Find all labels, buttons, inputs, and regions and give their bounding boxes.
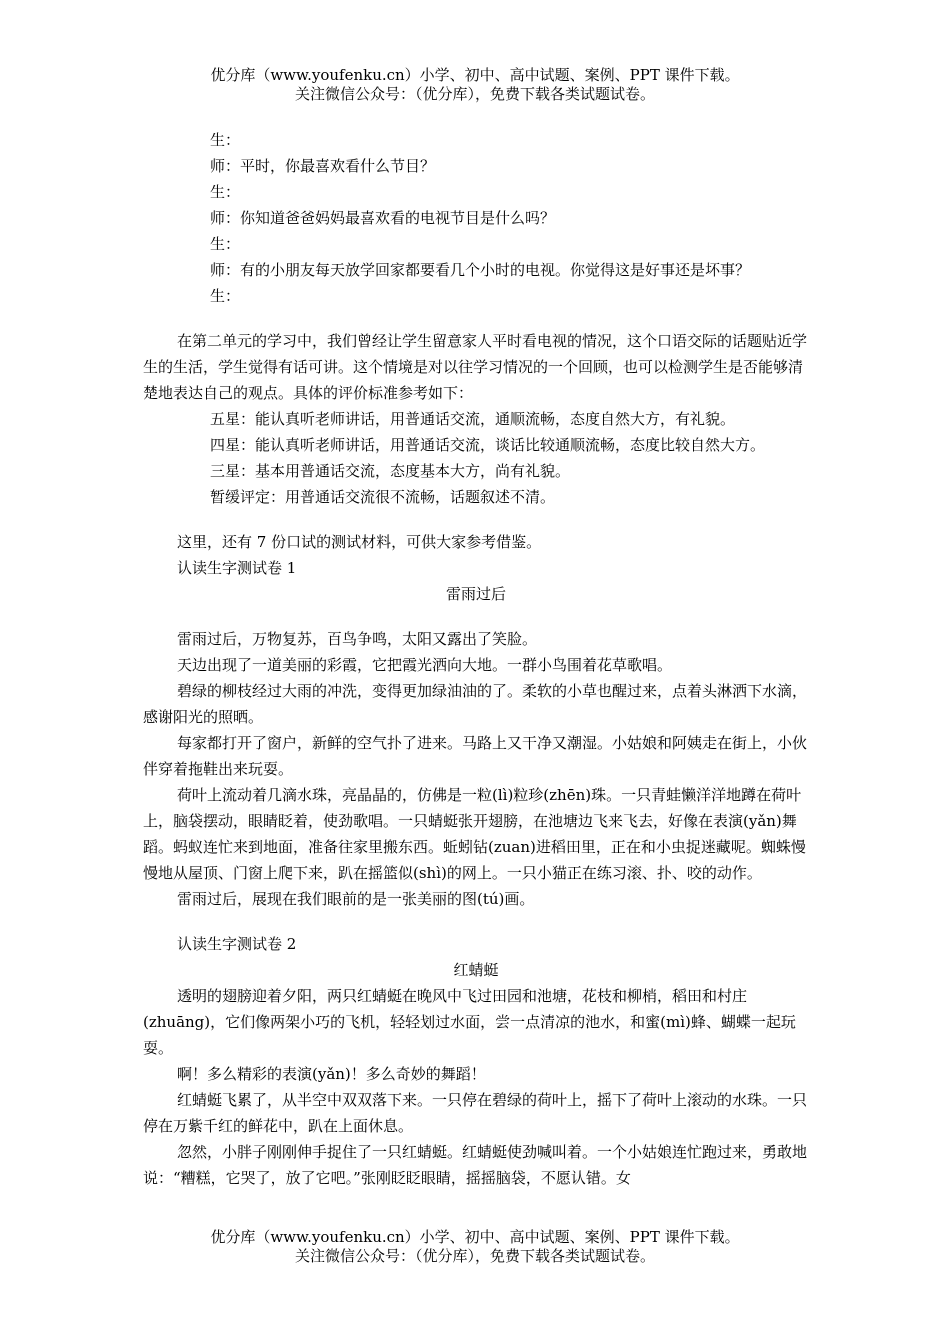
dialogue-line: 师：有的小朋友每天放学回家都要看几个小时的电视。你觉得这是好事还是坏事？ xyxy=(210,261,751,279)
dialogue-line: 师：平时，你最喜欢看什么节目？ xyxy=(210,157,436,175)
footer-line-2: 关注微信公众号：（优分库），免费下载各类试题试卷。 xyxy=(294,1247,655,1265)
test1-label: 认读生字测试卷 1 xyxy=(177,559,297,577)
test1-paragraph: 碧绿的柳枝经过大雨的冲洗，变得更加绿油油的了。柔软的小草也醒过来，点着头淋洒下水滴，感谢阳光的照晒。 xyxy=(143,682,808,726)
test2-paragraph: 透明的翅膀迎着夕阳，两只红蜻蜓在晚风中飞过田园和池塘，花枝和柳梢，稻田和村庄(zhuāng)，它们像两架小巧的飞机，轻轻划过水面，尝一点清凉的池水，和蜜(mì)蜂、蝴蝶一起玩耍。 xyxy=(143,987,796,1057)
criteria-item: 五星：能认真听老师讲话，用普通话交流，通顺流畅，态度自然大方，有礼貌。 xyxy=(210,410,736,428)
criteria-item: 四星：能认真听老师讲话，用普通话交流，谈话比较通顺流畅，态度比较自然大方。 xyxy=(210,436,766,454)
test2-paragraph: 忽然，小胖子刚刚伸手捉住了一只红蜻蜓。红蜻蜓使劲喊叫着。一个小姑娘连忙跑过来，勇敢地说：“糟糕，它哭了，放了它吧。”张刚眨眨眼睛，摇摇脑袋，不愿认错。女 xyxy=(143,1143,808,1187)
dialogue-line: 生： xyxy=(210,235,241,253)
test1-paragraph: 每家都打开了窗户，新鲜的空气扑了进来。马路上又干净又潮湿。小姑娘和阿姨走在街上，小伙伴穿着拖鞋出来玩耍。 xyxy=(143,734,808,778)
spacer xyxy=(143,510,809,529)
header-line-1: 优分库（www.youfenku.cn）小学、初中、高中试题、案例、PPT 课件下载。 xyxy=(210,66,740,84)
footer-line-1: 优分库（www.youfenku.cn）小学、初中、高中试题、案例、PPT 课件下载。 xyxy=(210,1228,740,1246)
test2-paragraph: 啊！多么精彩的表演(yǎn)！多么奇妙的舞蹈！ xyxy=(177,1065,486,1083)
test1-paragraph: 雷雨过后，万物复苏，百鸟争鸣，太阳又露出了笑脸。 xyxy=(177,630,538,648)
page-header xyxy=(0,66,950,104)
test2-title: 红蜻蜓 xyxy=(453,961,499,979)
document-body xyxy=(143,127,809,1191)
test2-paragraph: 红蜻蜓飞累了，从半空中双双落下来。一只停在碧绿的荷叶上，摇下了荷叶上滚动的水珠。一只停在万紫千红的鲜花中，趴在上面休息。 xyxy=(143,1091,808,1135)
dialogue-line: 生： xyxy=(210,131,241,149)
spacer xyxy=(143,912,809,931)
page-footer xyxy=(0,1228,950,1266)
header-line-2: 关注微信公众号：（优分库），免费下载各类试题试卷。 xyxy=(294,85,655,103)
test2-label: 认读生字测试卷 2 xyxy=(177,935,297,953)
materials-note: 这里，还有 7 份口试的测试材料，可供大家参考借鉴。 xyxy=(177,533,542,551)
dialogue-line: 生： xyxy=(210,287,241,305)
spacer xyxy=(143,607,809,626)
test1-paragraph: 天边出现了一道美丽的彩霞，它把霞光洒向大地。一群小鸟围着花草歌唱。 xyxy=(177,656,673,674)
dialogue-line: 生： xyxy=(210,183,241,201)
intro-paragraph: 在第二单元的学习中，我们曾经让学生留意家人平时看电视的情况，这个口语交际的话题贴近学生的生活，学生觉得有话可讲。这个情境是对以往学习情况的一个回顾，也可以检测学生是否能够清楚地表达自己的观点。具体的评价标准参考如下： xyxy=(143,332,808,402)
criteria-item: 三星：基本用普通话交流，态度基本大方，尚有礼貌。 xyxy=(210,462,571,480)
test1-paragraph: 荷叶上流动着几滴水珠，亮晶晶的，仿佛是一粒(lì)粒珍(zhēn)珠。一只青蛙懒洋洋地蹲在荷叶上，脑袋摆动，眼睛眨着，使劲歌唱。一只蜻蜓张开翅膀，在池塘边飞来飞去，好像在表演(yǎn)舞蹈。蚂蚁连忙来到地面，准备往家里搬东西。蚯蚓钻(zuan)进稻田里，正在和小虫捉迷藏呢。蜘蛛慢慢地从屋顶、门窗上爬下来，趴在摇篮似(shì)的网上。一只小猫正在练习滚、扑、咬的动作。 xyxy=(143,786,806,882)
test1-title: 雷雨过后 xyxy=(445,585,506,603)
spacer xyxy=(143,309,809,328)
criteria-item: 暂缓评定：用普通话交流很不流畅，话题叙述不清。 xyxy=(210,488,556,506)
dialogue-line: 师：你知道爸爸妈妈最喜欢看的电视节目是什么吗？ xyxy=(210,209,556,227)
test1-paragraph: 雷雨过后，展现在我们眼前的是一张美丽的图(tú)画。 xyxy=(177,890,535,908)
